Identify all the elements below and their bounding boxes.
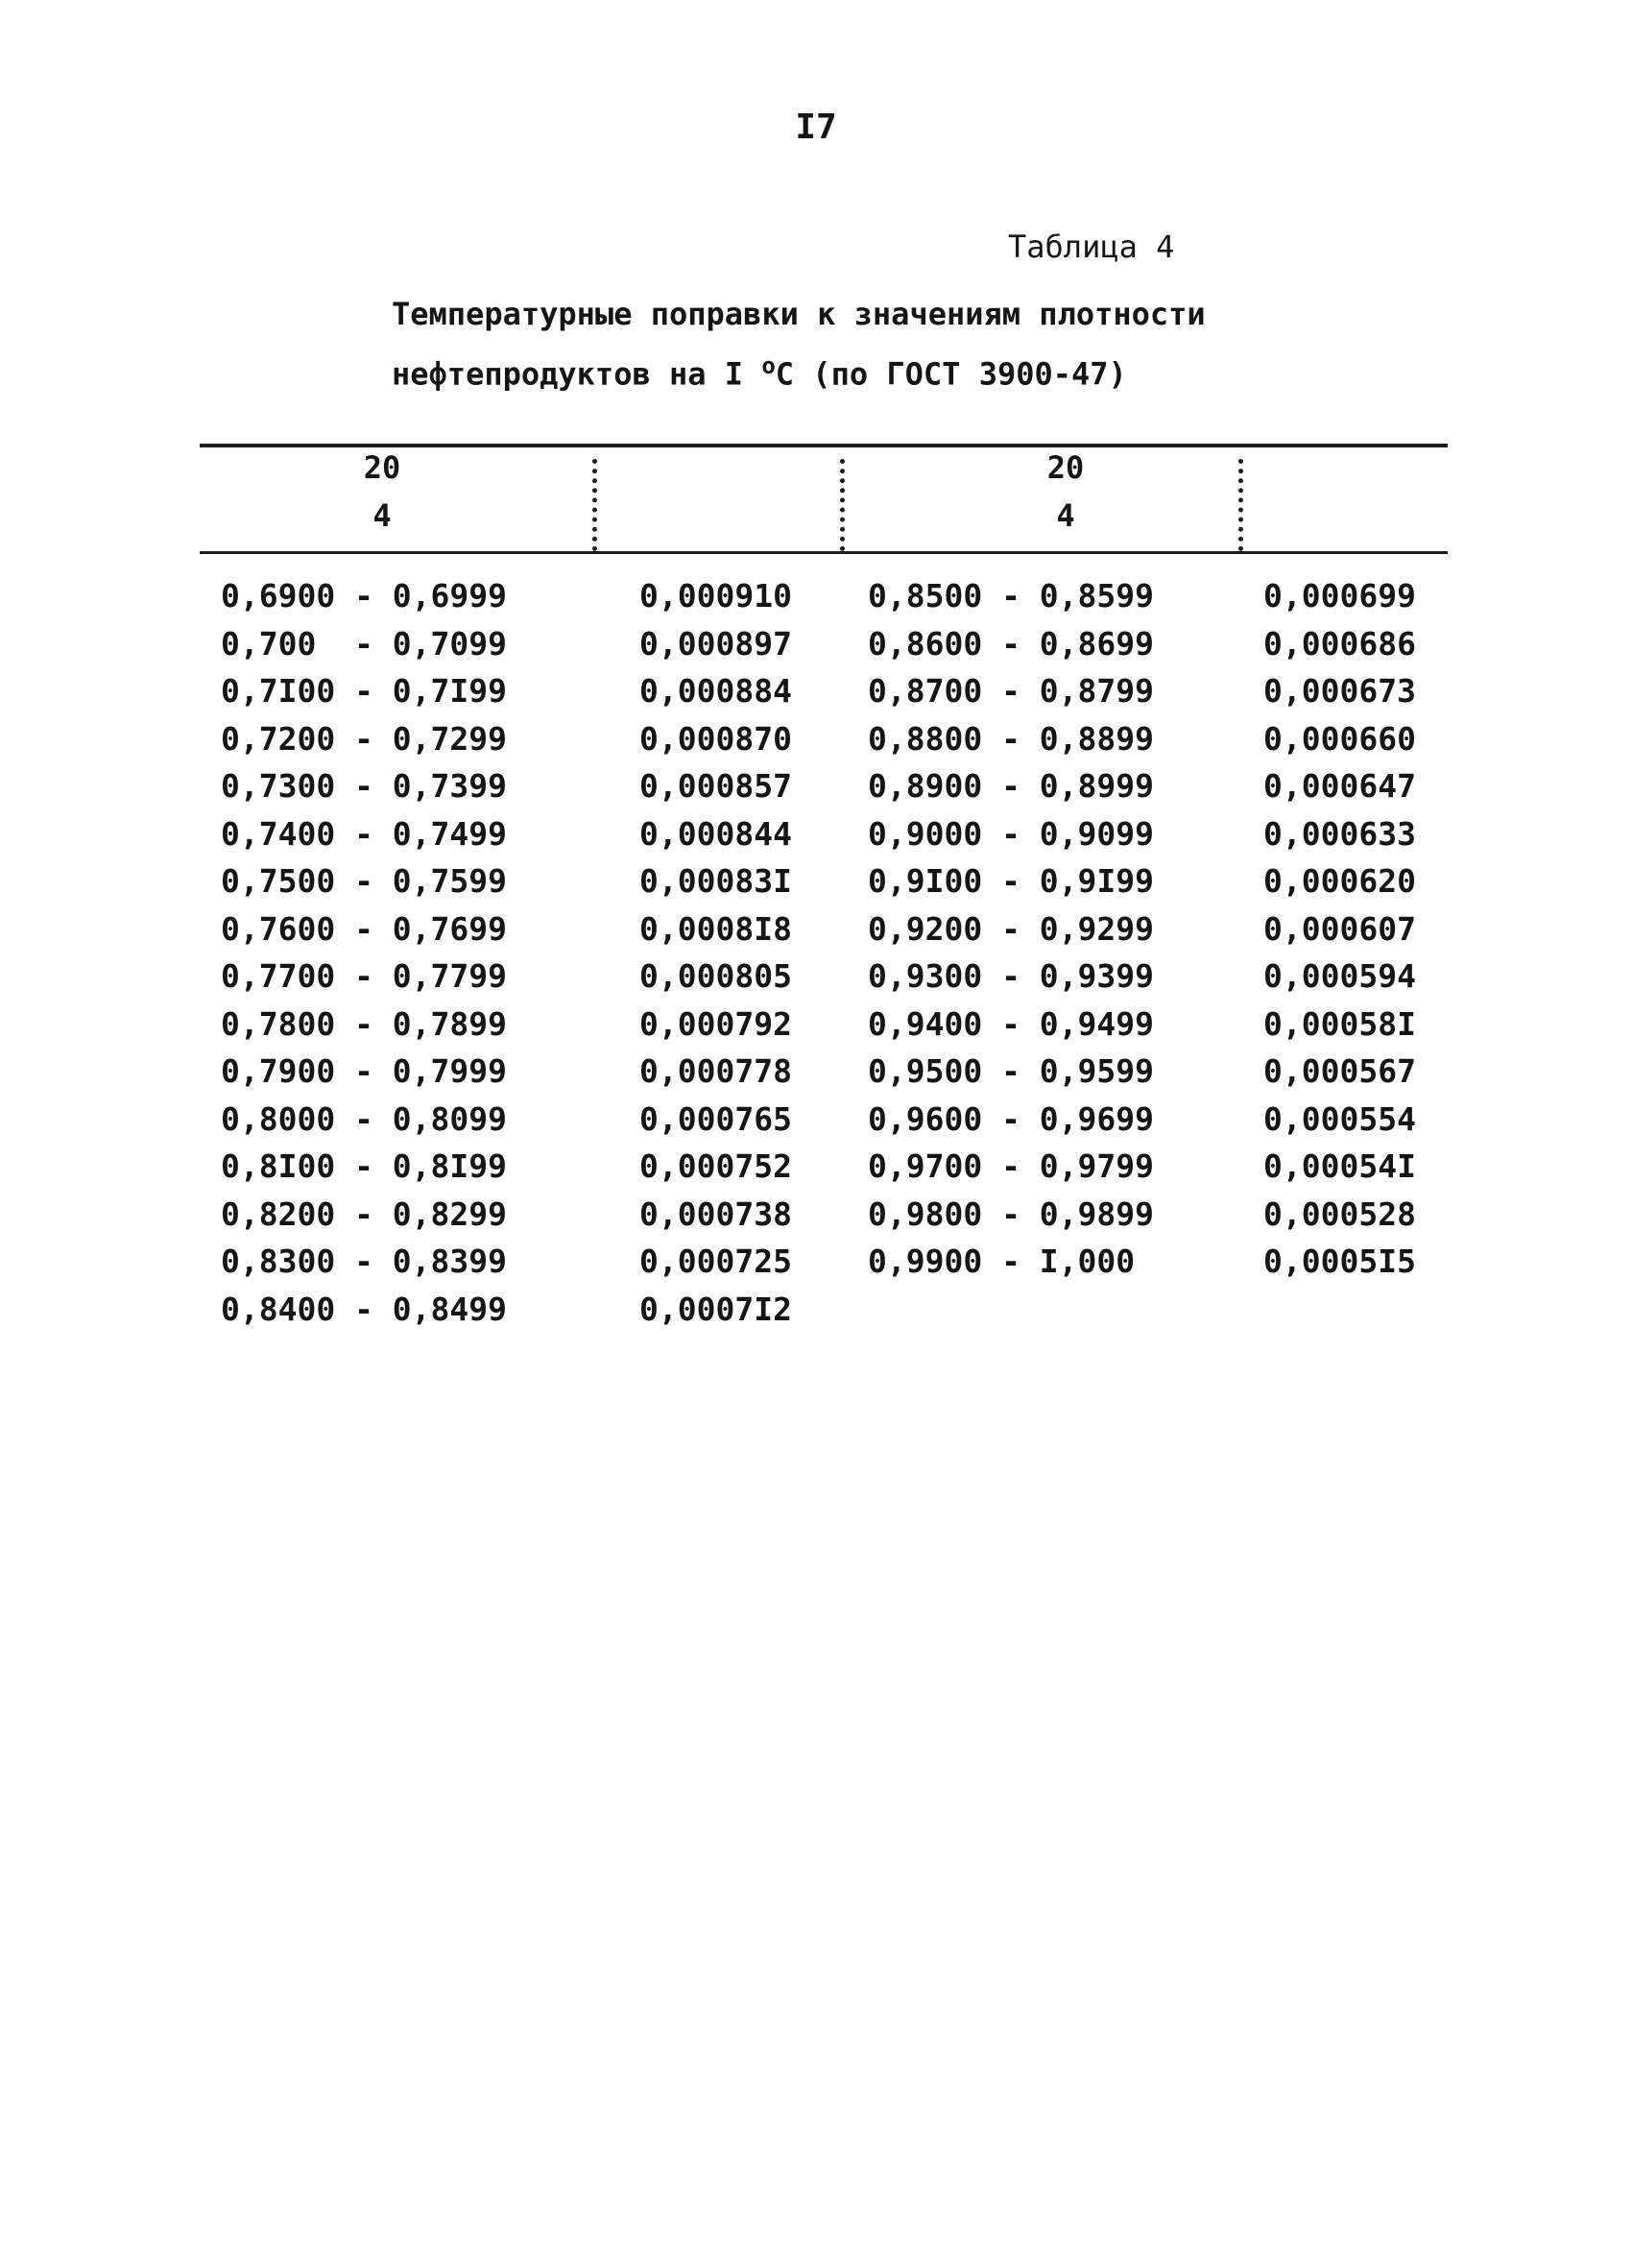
left-density-range: 0,700 - 0,7099 xyxy=(221,625,508,663)
right-correction-value: 0,000594 xyxy=(1263,957,1416,995)
right-correction-value: 0,000567 xyxy=(1263,1052,1416,1090)
right-correction-value: 0,000633 xyxy=(1263,815,1416,853)
left-density-range: 0,8000 - 0,8099 xyxy=(221,1100,508,1138)
left-correction-value: 0,00083I xyxy=(639,862,792,900)
left-density-range: 0,7I00 - 0,7I99 xyxy=(221,672,508,710)
left-correction-value: 0,000778 xyxy=(639,1052,792,1090)
left-density-range: 0,7900 - 0,7999 xyxy=(221,1052,508,1090)
right-density-range: 0,9200 - 0,9299 xyxy=(868,910,1155,948)
left-density-range: 0,8I00 - 0,8I99 xyxy=(221,1147,508,1185)
left-correction-value: 0,0007I2 xyxy=(639,1291,792,1328)
right-correction-value: 0,00058I xyxy=(1263,1005,1416,1043)
right-density-range: 0,8500 - 0,8599 xyxy=(868,577,1155,615)
right-density-range: 0,8800 - 0,8899 xyxy=(868,720,1155,758)
right-density-range: 0,9800 - 0,9899 xyxy=(868,1195,1155,1233)
right-density-range: 0,8900 - 0,8999 xyxy=(868,767,1155,805)
right-correction-value: 0,000686 xyxy=(1263,625,1416,663)
left-density-range: 0,8400 - 0,8499 xyxy=(221,1291,508,1328)
table-label: Таблица 4 xyxy=(1008,229,1175,265)
left-correction-value: 0,000870 xyxy=(639,720,792,758)
caption-line-1: Температурные поправки к значениям плотности xyxy=(392,296,1206,332)
table-header-rule xyxy=(200,551,1448,554)
right-correction-value: 0,000660 xyxy=(1263,720,1416,758)
header-separator-3 xyxy=(1238,459,1243,551)
left-density-range: 0,7300 - 0,7399 xyxy=(221,767,508,805)
caption-line-2-start: нефтепродуктов на I xyxy=(392,355,762,393)
right-correction-value: 0,0005I5 xyxy=(1263,1243,1416,1280)
right-correction-value: 0,000699 xyxy=(1263,577,1416,615)
right-density-range: 0,9600 - 0,9699 xyxy=(868,1100,1155,1138)
left-correction-value: 0,000752 xyxy=(639,1147,792,1185)
left-correction-value: 0,000844 xyxy=(639,815,792,853)
right-correction-value: 0,000554 xyxy=(1263,1100,1416,1138)
caption-line-2-end: С (по ГОСТ 3900-47) xyxy=(775,355,1127,393)
left-correction-value: 0,000792 xyxy=(639,1005,792,1043)
left-correction-value: 0,000897 xyxy=(639,625,792,663)
right-density-range: 0,9900 - I,000 xyxy=(868,1243,1136,1280)
right-density-range: 0,9300 - 0,9399 xyxy=(868,957,1155,995)
header-density-top-left: 20 xyxy=(363,449,401,486)
left-density-range: 0,7800 - 0,7899 xyxy=(221,1005,508,1043)
left-density-range: 0,7500 - 0,7599 xyxy=(221,862,508,900)
left-correction-value: 0,000805 xyxy=(639,957,792,995)
left-correction-value: 0,000884 xyxy=(639,672,792,710)
header-separator-1 xyxy=(592,459,597,551)
right-correction-value: 0,000673 xyxy=(1263,672,1416,710)
right-density-range: 0,8600 - 0,8699 xyxy=(868,625,1155,663)
right-correction-value: 0,00054I xyxy=(1263,1147,1416,1185)
left-density-range: 0,7400 - 0,7499 xyxy=(221,815,508,853)
left-correction-value: 0,000738 xyxy=(639,1195,792,1233)
left-correction-value: 0,0008I8 xyxy=(639,910,792,948)
right-correction-value: 0,000647 xyxy=(1263,767,1416,805)
page-number: I7 xyxy=(795,108,837,147)
header-density-bottom-left: 4 xyxy=(372,497,392,534)
left-density-range: 0,7600 - 0,7699 xyxy=(221,910,508,948)
right-correction-value: 0,000607 xyxy=(1263,910,1416,948)
right-density-range: 0,9400 - 0,9499 xyxy=(868,1005,1155,1043)
table-top-rule xyxy=(200,444,1448,447)
left-correction-value: 0,000765 xyxy=(639,1100,792,1138)
left-correction-value: 0,000725 xyxy=(639,1243,792,1280)
degree-mark: о xyxy=(761,352,776,379)
header-separator-2 xyxy=(840,459,845,551)
right-density-range: 0,9I00 - 0,9I99 xyxy=(868,862,1155,900)
caption-line-2 xyxy=(392,340,1206,400)
right-density-range: 0,9700 - 0,9799 xyxy=(868,1147,1155,1185)
header-density-top-right: 20 xyxy=(1046,449,1085,486)
left-density-range: 0,8300 - 0,8399 xyxy=(221,1243,508,1280)
table-caption xyxy=(392,288,1206,400)
header-density-bottom-right: 4 xyxy=(1056,497,1075,534)
right-correction-value: 0,000528 xyxy=(1263,1195,1416,1233)
left-density-range: 0,7700 - 0,7799 xyxy=(221,957,508,995)
right-density-range: 0,8700 - 0,8799 xyxy=(868,672,1155,710)
left-density-range: 0,6900 - 0,6999 xyxy=(221,577,508,615)
right-density-range: 0,9000 - 0,9099 xyxy=(868,815,1155,853)
left-density-range: 0,8200 - 0,8299 xyxy=(221,1195,508,1233)
left-correction-value: 0,000910 xyxy=(639,577,792,615)
right-density-range: 0,9500 - 0,9599 xyxy=(868,1052,1155,1090)
left-correction-value: 0,000857 xyxy=(639,767,792,805)
left-density-range: 0,7200 - 0,7299 xyxy=(221,720,508,758)
right-correction-value: 0,000620 xyxy=(1263,862,1416,900)
